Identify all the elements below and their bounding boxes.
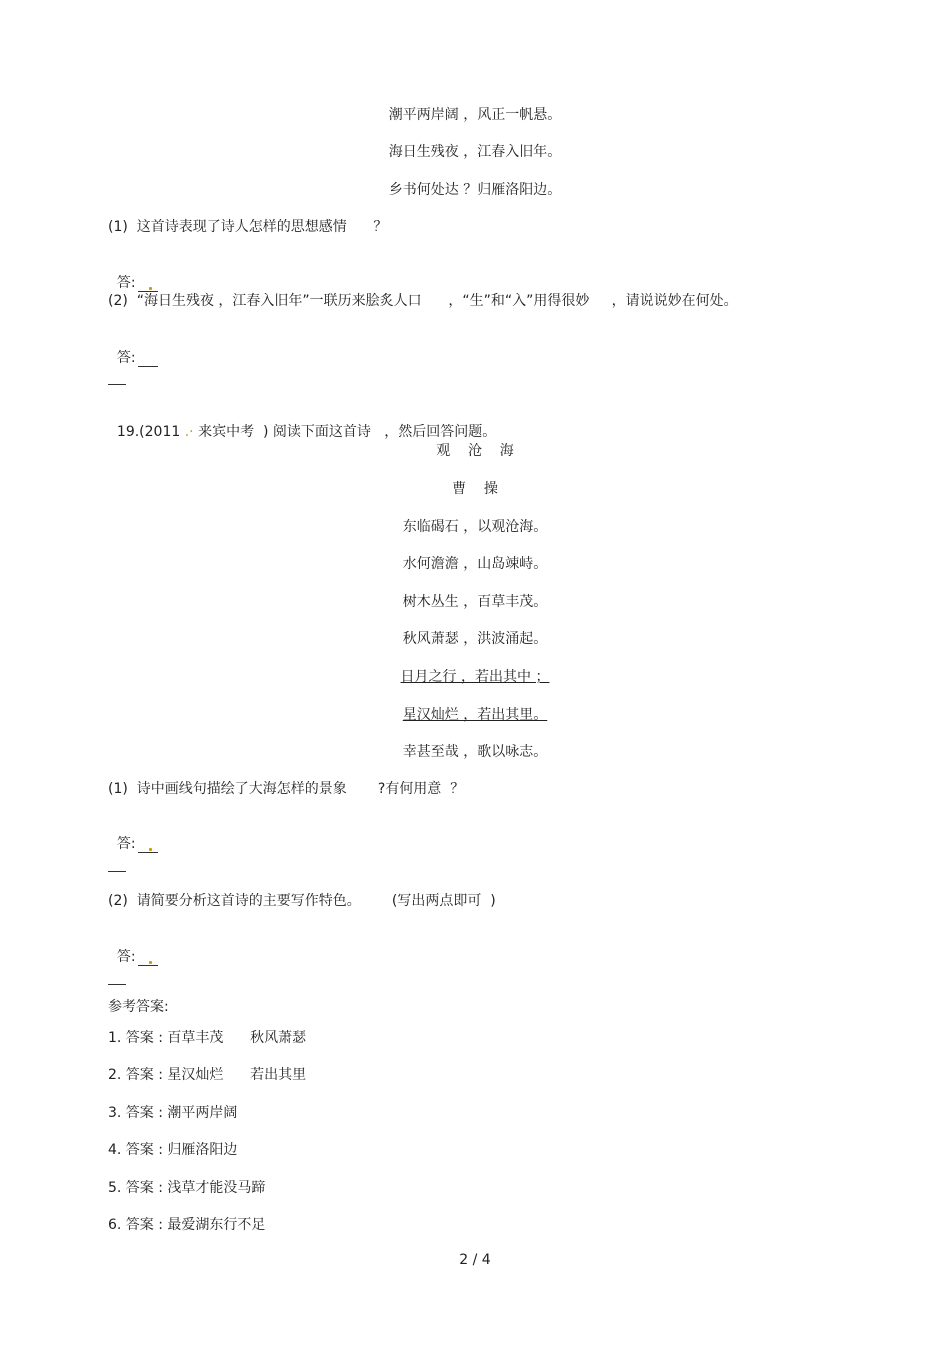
q19-intro [108, 405, 496, 441]
poem2-title: 观 沧 海 [436, 443, 514, 459]
q19-sub-question-1: (1) 诗中画线句描绘了大海怎样的景象 ?有何用意 ？ [108, 781, 465, 797]
q19-number: 19.(2011 [116, 424, 181, 440]
poem2-line-6-underlined [0, 706, 950, 724]
answer-continuation-line [108, 984, 126, 985]
q19-instruction: 来宾中考 ) 阅读下面这首诗 ，然后回答问题。 [198, 424, 497, 440]
answers-heading: 参考答案: [108, 999, 169, 1015]
q19-sub-question-2: (2) 请简要分析这首诗的主要写作特色。 (写出两点即可 ) [108, 893, 496, 909]
answer-blank[interactable] [138, 838, 158, 853]
answer-continuation-line [108, 384, 126, 385]
poem2-line-7: 幸甚至哉 ，歌以咏志。 [402, 744, 548, 760]
q19-answer-1 [108, 817, 158, 853]
q19-answer-2 [108, 930, 158, 966]
poem2-author: 曹 操 [452, 481, 498, 497]
underlined-line: 星汉灿烂 ，若出其里。 [402, 707, 548, 723]
q18-answer-2 [108, 331, 158, 367]
poem1-line-3: 乡书何处达 ？归雁洛阳边。 [388, 182, 562, 198]
answer-label: 答: [116, 836, 136, 852]
poem1-line-1: 潮平两岸阔 ，风正一帆悬。 [388, 107, 562, 123]
answer-label: 答: [116, 949, 136, 965]
q18-sub-question-1: (1) 这首诗表现了诗人怎样的思想感情 ？ [108, 219, 388, 235]
underlined-line: 日月之行 ，若出其中 ； [400, 669, 550, 685]
answer-label: 答: [116, 275, 136, 291]
q18-answer-1 [108, 256, 158, 292]
poem2-line-5-underlined [0, 668, 950, 686]
poem1-line-2: 海日生残夜 ，江春入旧年。 [388, 144, 562, 160]
q18-sub-question-2: (2) “海日生残夜 ，江春入旧年”一联历来脍炙人口 ，“生”和“入”用得很妙 ，请说说妙在何处。 [108, 293, 738, 309]
answer-item-5: 5. 答案 : 浅草才能没马蹄 [108, 1180, 266, 1196]
separator-dot: .· [180, 424, 199, 440]
poem2-line-3: 树木丛生 ，百草丰茂。 [402, 594, 548, 610]
answer-blank[interactable] [138, 951, 158, 966]
answer-item-1: 1. 答案 : 百草丰茂 秋风萧瑟 [108, 1030, 307, 1046]
poem2-line-4: 秋风萧瑟 ，洪波涌起。 [402, 631, 548, 647]
answer-item-2: 2. 答案 : 星汉灿烂 若出其里 [108, 1067, 307, 1083]
answer-blank[interactable] [138, 352, 158, 367]
answer-blank[interactable] [138, 277, 158, 292]
answer-item-4: 4. 答案 : 归雁洛阳边 [108, 1142, 238, 1158]
answer-continuation-line [108, 871, 126, 872]
page-number: 2 / 4 [459, 1252, 491, 1268]
answer-item-3: 3. 答案 : 潮平两岸阔 [108, 1105, 238, 1121]
answer-item-6: 6. 答案 : 最爱湖东行不足 [108, 1217, 266, 1233]
poem2-line-1: 东临碣石 ，以观沧海。 [402, 519, 548, 535]
poem2-line-2: 水何澹澹 ，山岛竦峙。 [402, 556, 548, 572]
answer-label: 答: [116, 350, 136, 366]
